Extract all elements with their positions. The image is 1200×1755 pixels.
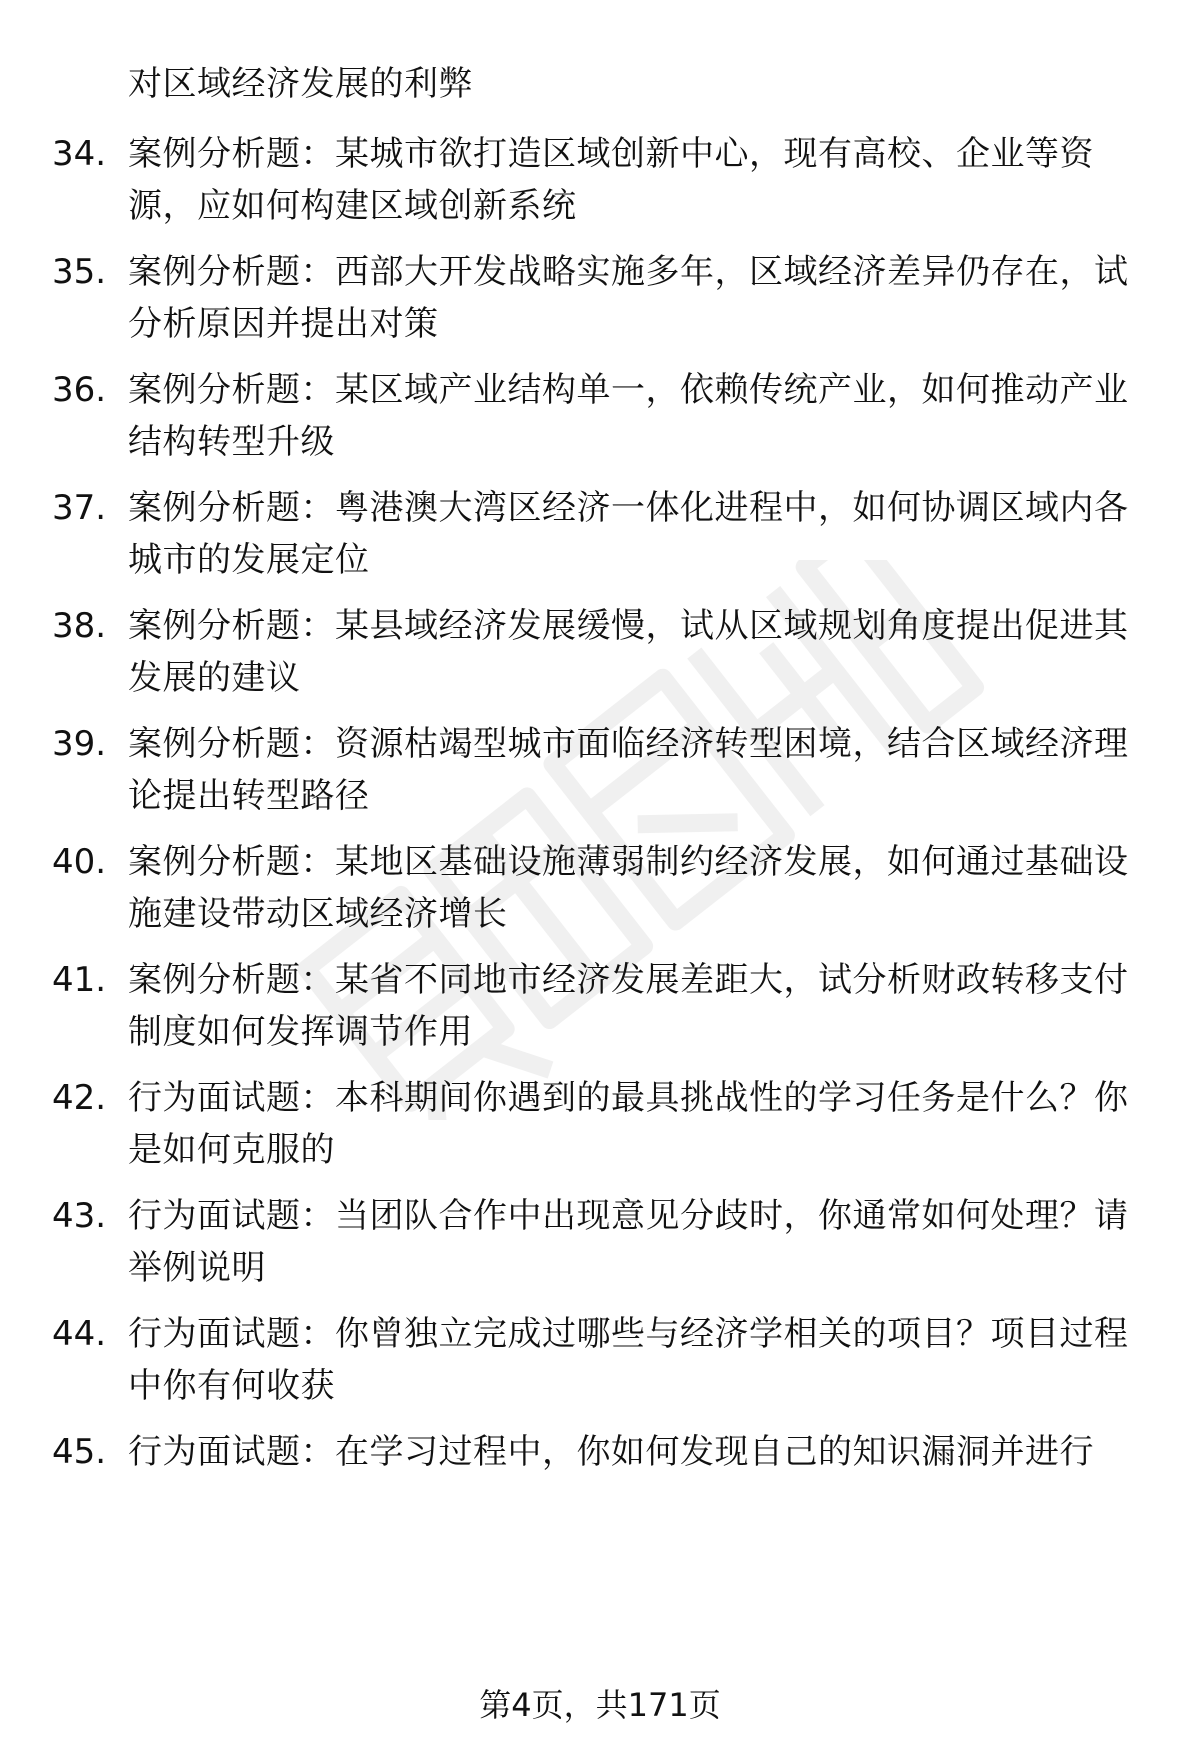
item-number: 40. [52, 842, 107, 882]
continuation-text: 对区域经济发展的利弊 [128, 64, 473, 104]
item-text: 案例分析题：西部大开发战略实施多年，区域经济差异仍存在，试分析原因并提出对策 [128, 252, 1129, 344]
item-text: 行为面试题：当团队合作中出现意见分歧时，你通常如何处理？请举例说明 [128, 1196, 1129, 1288]
item-number: 44. [52, 1314, 107, 1354]
item-text: 案例分析题：某区域产业结构单一，依赖传统产业，如何推动产业结构转型升级 [128, 370, 1129, 462]
item-text: 案例分析题：某县域经济发展缓慢，试从区域规划角度提出促进其发展的建议 [128, 606, 1129, 698]
item-text: 案例分析题：某城市欲打造区域创新中心，现有高校、企业等资源，应如何构建区域创新系统 [128, 134, 1094, 226]
item-text: 行为面试题：在学习过程中，你如何发现自己的知识漏洞并进行 [128, 1432, 1094, 1472]
item-text: 案例分析题：某地区基础设施薄弱制约经济发展，如何通过基础设施建设带动区域经济增长 [128, 842, 1129, 934]
item-number: 35. [52, 252, 107, 292]
item-text: 案例分析题：粤港澳大湾区经济一体化进程中，如何协调区域内各城市的发展定位 [128, 488, 1129, 580]
item-number: 42. [52, 1078, 107, 1118]
item-number: 45. [52, 1432, 107, 1472]
item-text: 案例分析题：资源枯竭型城市面临经济转型困境，结合区域经济理论提出转型路径 [128, 724, 1129, 816]
item-number: 41. [52, 960, 107, 1000]
item-text: 案例分析题：某省不同地市经济发展差距大，试分析财政转移支付制度如何发挥调节作用 [128, 960, 1129, 1052]
item-number: 36. [52, 370, 107, 410]
item-text: 行为面试题：本科期间你遇到的最具挑战性的学习任务是什么？你是如何克服的 [128, 1078, 1129, 1170]
item-number: 37. [52, 488, 107, 528]
item-number: 38. [52, 606, 107, 646]
item-number: 43. [52, 1196, 107, 1236]
page-footer: 第4页，共171页 [479, 1686, 721, 1724]
item-text: 行为面试题：你曾独立完成过哪些与经济学相关的项目？项目过程中你有何收获 [128, 1314, 1129, 1406]
item-number: 34. [52, 134, 107, 174]
item-number: 39. [52, 724, 107, 764]
